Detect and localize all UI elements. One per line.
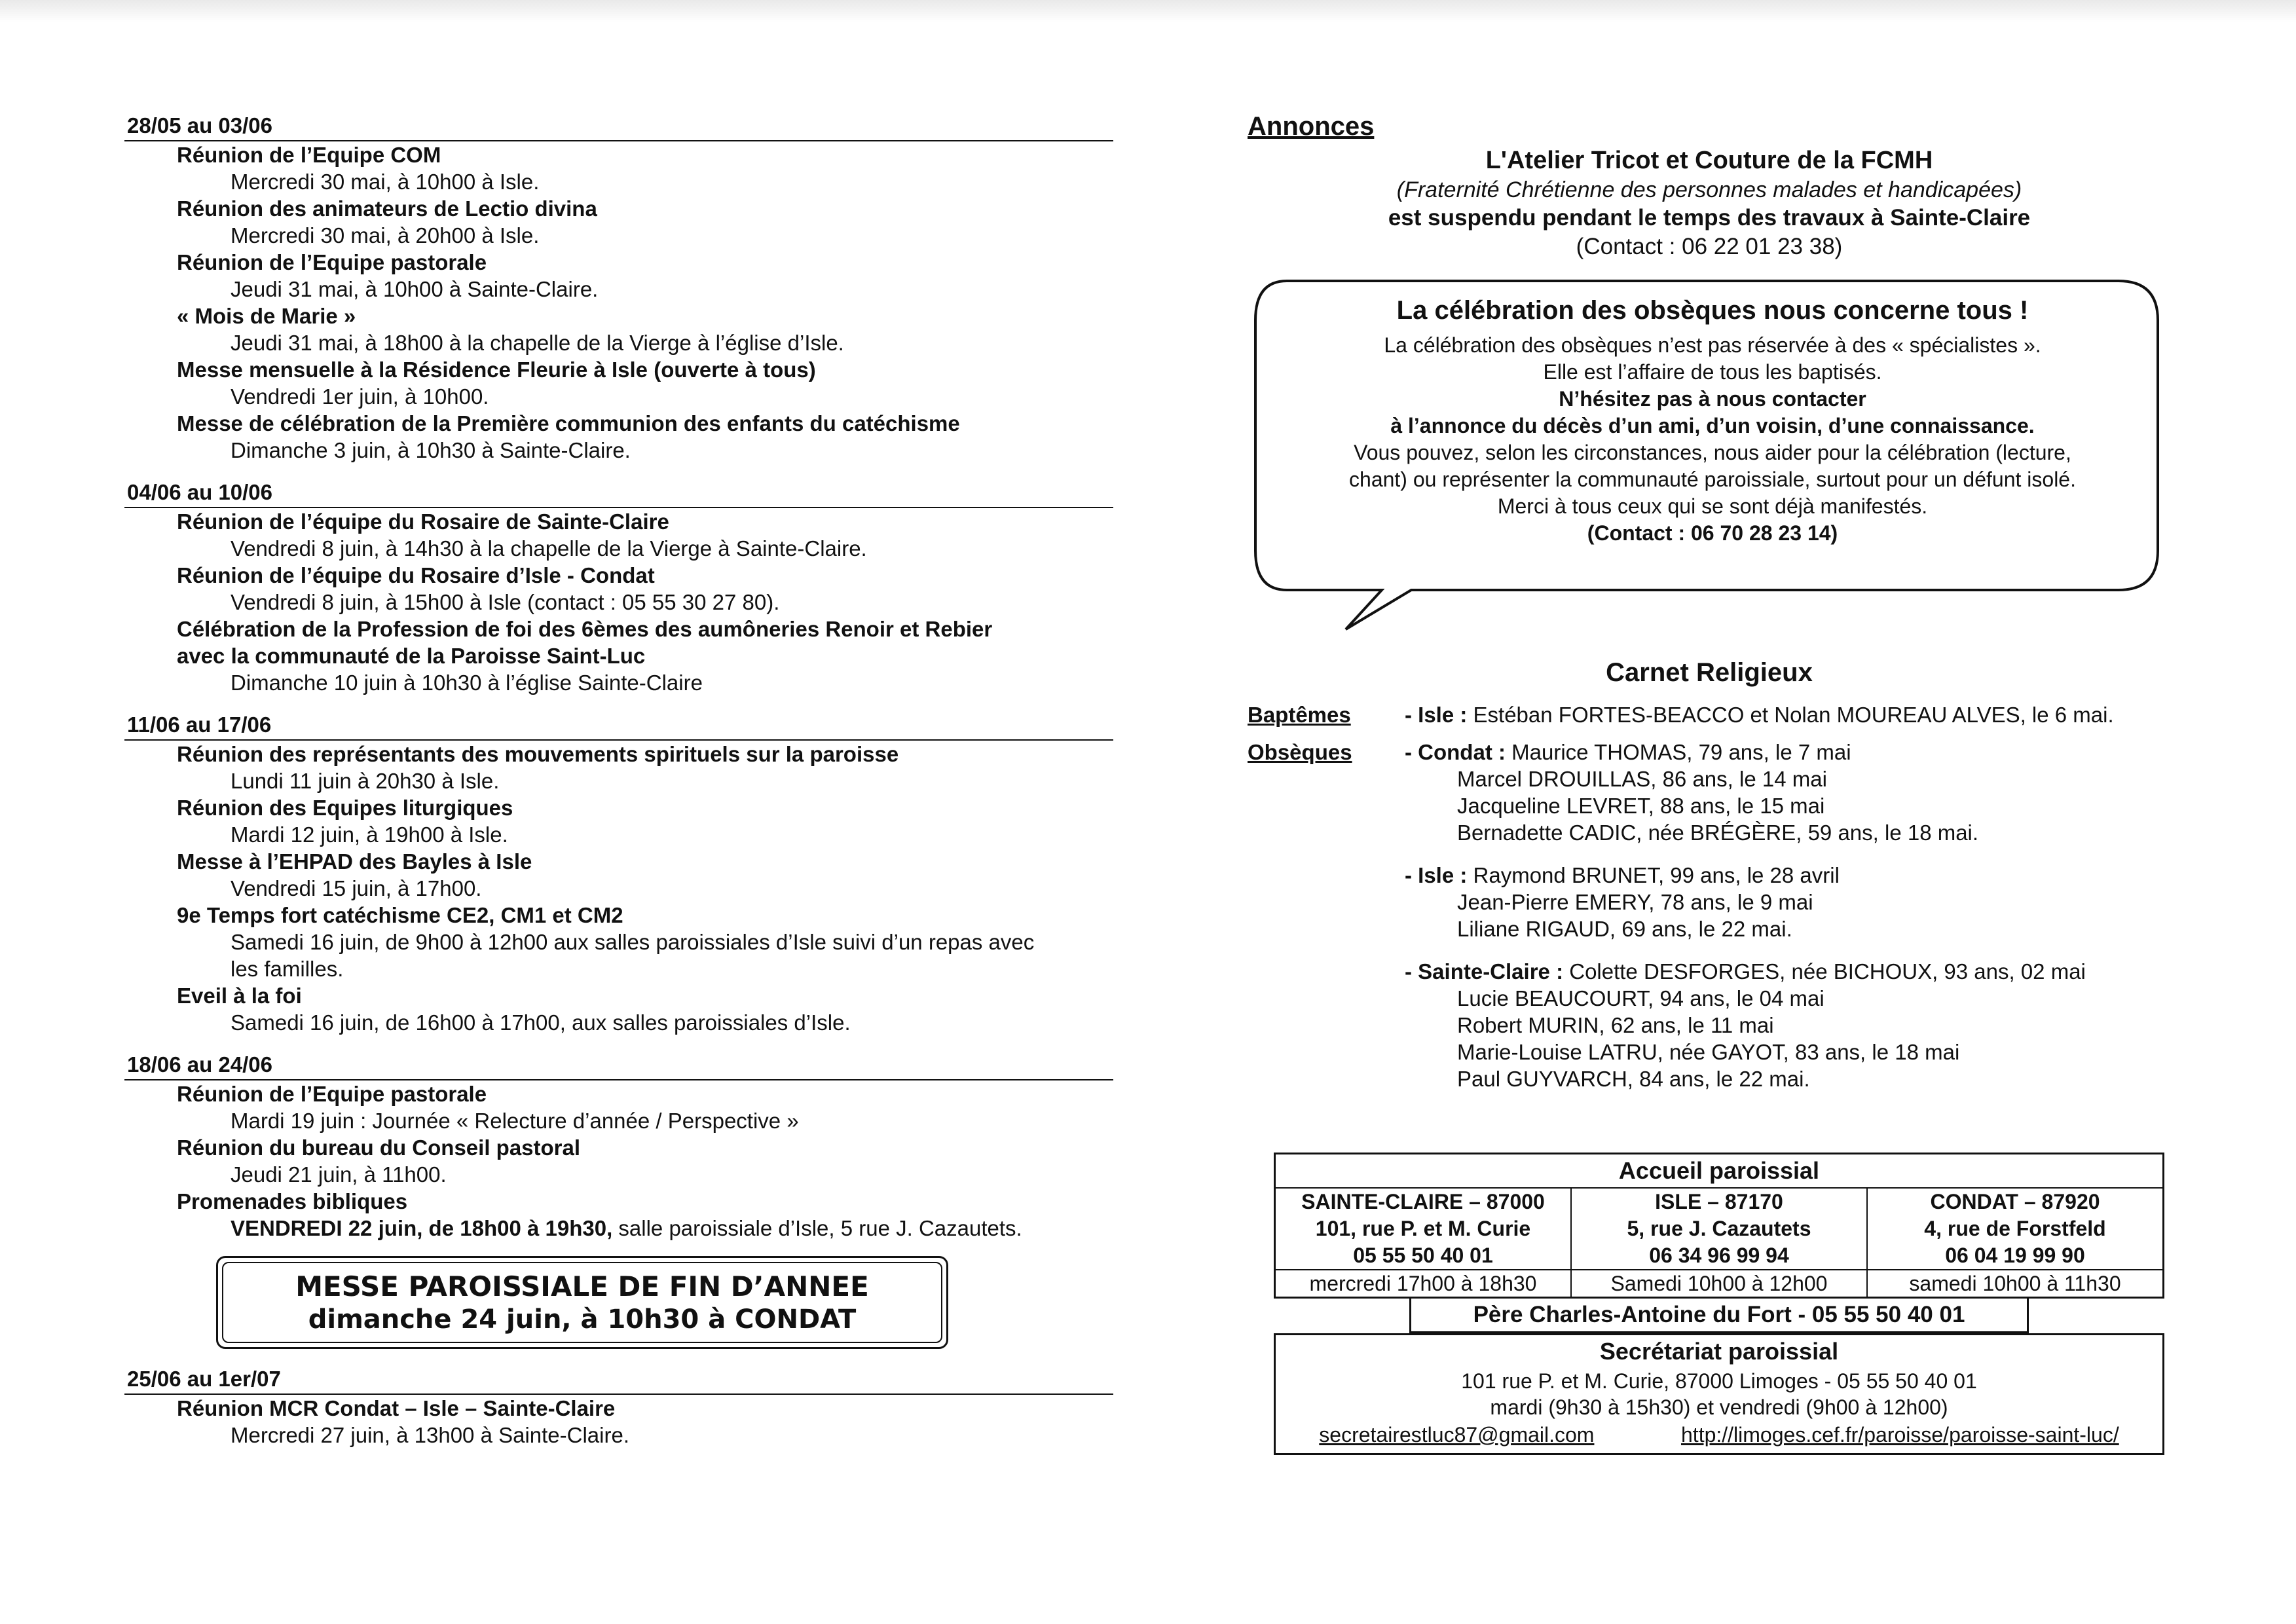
bubble-line: Merci à tous ceux qui se sont déjà manifestés. <box>1497 494 1928 518</box>
event-title: Messe à l’EHPAD des Bayles à Isle <box>177 849 532 874</box>
secretariat-hours: mardi (9h30 à 15h30) et vendredi (9h00 à 12h00) <box>1490 1395 1948 1419</box>
messe-announcement-inner <box>222 1262 942 1343</box>
week-heading: 11/06 au 17/06 <box>124 710 1113 741</box>
event-detail: Vendredi 1er juin, à 10h00. <box>231 384 489 409</box>
carnet-heading: Carnet Religieux <box>1606 658 1813 687</box>
event-detail: Mercredi 30 mai, à 20h00 à Isle. <box>231 223 540 248</box>
atelier-title: L'Atelier Tricot et Couture de la FCMH <box>1485 147 1933 174</box>
accueil-address: 101, rue P. et M. Curie <box>1315 1217 1531 1240</box>
atelier-notice <box>1248 145 2171 261</box>
messe-announcement-box <box>216 1256 948 1349</box>
obseques-name: Colette DESFORGES, née BICHOUX, 93 ans, 02 mai <box>1563 959 2086 984</box>
secretariat-box <box>1274 1333 2164 1455</box>
accueil-phone: 06 34 96 99 94 <box>1649 1244 1789 1267</box>
bubble-line: Vous pouvez, selon les circonstances, nous aider pour la célébration (lecture, <box>1354 441 2071 464</box>
secretariat-website-link[interactable]: http://limoges.cef.fr/paroisse/paroisse-saint-luc/ <box>1681 1423 2119 1447</box>
accueil-table <box>1274 1153 2164 1299</box>
event-detail: Mercredi 27 juin, à 13h00 à Sainte-Claire. <box>231 1423 630 1447</box>
event-detail: Mardi 12 juin, à 19h00 à Isle. <box>231 822 508 847</box>
accueil-col-isle <box>1572 1189 1868 1297</box>
event-title: Promenades bibliques <box>177 1189 408 1213</box>
event-detail-continued: les familles. <box>231 957 344 981</box>
obseques-entry: Jean-Pierre EMERY, 78 ans, le 9 mai <box>1457 890 1813 914</box>
obseques-place: - Condat : <box>1405 740 1506 764</box>
event-detail: Samedi 16 juin, de 16h00 à 17h00, aux salles paroissiales d’Isle. <box>231 1010 851 1035</box>
obseques-place: - Sainte-Claire : <box>1405 959 1564 984</box>
event-detail: Dimanche 3 juin, à 10h30 à Sainte-Claire. <box>231 438 631 462</box>
bubble-line: La célébration des obsèques n’est pas réservée à des « spécialistes ». <box>1384 333 2041 357</box>
accueil-address: 5, rue J. Cazautets <box>1627 1217 1811 1240</box>
event-title: Réunion de l’équipe du Rosaire d’Isle - Condat <box>177 563 655 587</box>
obseques-name: Raymond BRUNET, 99 ans, le 28 avril <box>1467 863 1840 887</box>
event-detail-rest: salle paroissiale d’Isle, 5 rue J. Cazautets. <box>612 1216 1022 1240</box>
atelier-status: est suspendu pendant le temps des travaux à Sainte-Claire <box>1388 205 2031 231</box>
obseques-place: - Isle : <box>1405 863 1468 887</box>
obseques-entry <box>1405 862 2171 889</box>
week-block <box>124 1365 1113 1449</box>
obseques-entry <box>1405 739 2171 766</box>
event-title: Messe de célébration de la Première communion des enfants du catéchisme <box>177 411 960 435</box>
event-detail: Vendredi 15 juin, à 17h00. <box>231 876 482 900</box>
atelier-contact: (Contact : 06 22 01 23 38) <box>1576 234 1843 259</box>
priest-contact: Père Charles-Antoine du Fort - 05 55 50 40 01 <box>1409 1299 2029 1333</box>
event-detail: Lundi 11 juin à 20h30 à Isle. <box>231 769 500 793</box>
event-title: Réunion de l’équipe du Rosaire de Sainte-Claire <box>177 509 669 534</box>
accueil-parish: SAINTE-CLAIRE – 87000 <box>1301 1190 1545 1213</box>
week-heading: 25/06 au 1er/07 <box>124 1365 1113 1395</box>
event-title: « Mois de Marie » <box>177 304 356 328</box>
obseques-entry: Marie-Louise LATRU, née GAYOT, 83 ans, le 18 mai <box>1457 1040 1960 1064</box>
event-title: Réunion de l’Equipe pastorale <box>177 1082 487 1106</box>
secretariat-links <box>1276 1420 2162 1453</box>
messe-date: dimanche 24 juin, à 10h30 à CONDAT <box>308 1304 857 1335</box>
accueil-title: Accueil paroissial <box>1276 1154 2162 1189</box>
annonces-heading: Annonces <box>1248 112 1375 141</box>
obseques-section <box>1248 739 2171 1092</box>
obseques-group <box>1405 958 2171 1092</box>
obseques-entry: Marcel DROUILLAS, 86 ans, le 14 mai <box>1457 767 1827 791</box>
event-detail: Mercredi 30 mai, à 10h00 à Isle. <box>231 170 540 194</box>
accueil-hours: mercredi 17h00 à 18h30 <box>1276 1269 1570 1297</box>
week-block <box>124 1050 1113 1242</box>
obseques-group <box>1405 739 2171 846</box>
event-detail: Vendredi 8 juin, à 15h00 à Isle (contact : 05 55 30 27 80). <box>231 590 780 614</box>
bubble-line: Elle est l’affaire de tous les baptisés. <box>1543 360 1882 384</box>
messe-title: MESSE PAROISSIALE DE FIN D’ANNEE <box>295 1270 869 1302</box>
secretariat-address: 101 rue P. et M. Curie, 87000 Limoges - 05 55 50 40 01 <box>1461 1369 1977 1393</box>
event-detail: Jeudi 31 mai, à 10h00 à Sainte-Claire. <box>231 277 599 301</box>
accueil-hours: Samedi 10h00 à 12h00 <box>1572 1269 1866 1297</box>
accueil-address: 4, rue de Forstfeld <box>1924 1217 2106 1240</box>
event-title: Réunion des Equipes liturgiques <box>177 796 513 820</box>
event-detail: Samedi 16 juin, de 9h00 à 12h00 aux salles paroissiales d’Isle suivi d’un repas avec <box>231 930 1035 954</box>
obseques-list <box>1405 739 2171 1092</box>
obseques-entry: Robert MURIN, 62 ans, le 11 mai <box>1457 1013 1774 1037</box>
week-heading: 04/06 au 10/06 <box>124 478 1113 508</box>
event-title: Messe mensuelle à la Résidence Fleurie à Isle (ouverte à tous) <box>177 358 816 382</box>
schedule-column <box>124 111 1113 1463</box>
event-detail: Jeudi 21 juin, à 11h00. <box>231 1162 447 1187</box>
obseques-entry <box>1405 958 2171 985</box>
bubble-line: chant) ou représenter la communauté paroissiale, surtout pour un défunt isolé. <box>1349 468 2076 491</box>
baptemes-section <box>1248 701 2171 728</box>
week-block <box>124 478 1113 696</box>
accueil-hours: samedi 10h00 à 11h30 <box>1868 1269 2162 1297</box>
event-title: Réunion de l’Equipe COM <box>177 143 441 167</box>
bubble-title: La célébration des obsèques nous concerne tous ! <box>1396 296 2029 325</box>
baptemes-label: Baptêmes <box>1248 703 1351 727</box>
bubble-line: N’hésitez pas à nous contacter <box>1559 387 1866 411</box>
accueil-phone: 06 04 19 99 90 <box>1945 1244 2085 1267</box>
obseques-entry: Lucie BEAUCOURT, 94 ans, le 04 mai <box>1457 986 1824 1010</box>
event-detail-emphasis: VENDREDI 22 juin, de 18h00 à 19h30, <box>231 1216 613 1240</box>
event-title: Célébration de la Profession de foi des 6èmes des aumôneries Renoir et Rebier <box>177 617 993 641</box>
event-detail: Jeudi 31 mai, à 18h00 à la chapelle de la Vierge à l’église d’Isle. <box>231 331 844 355</box>
week-block <box>124 710 1113 1036</box>
announcements-column <box>1248 108 2171 1108</box>
event-title: Réunion des animateurs de Lectio divina <box>177 196 597 221</box>
event-detail <box>231 1215 1113 1242</box>
obseques-group <box>1405 862 2171 942</box>
accueil-col-condat <box>1868 1189 2162 1297</box>
event-title: Réunion MCR Condat – Isle – Sainte-Claire <box>177 1396 616 1420</box>
obseques-entry: Bernadette CADIC, née BRÉGÈRE, 59 ans, le 18 mai. <box>1457 821 1979 845</box>
obseques-speech-bubble <box>1248 276 2171 642</box>
week-block <box>124 111 1113 464</box>
bubble-text <box>1287 289 2138 547</box>
contact-panel <box>1274 1153 2164 1455</box>
obseques-label: Obsèques <box>1248 740 1352 764</box>
obseques-entry: Paul GUYVARCH, 84 ans, le 22 mai. <box>1457 1067 1810 1091</box>
bubble-contact: (Contact : 06 70 28 23 14) <box>1587 521 1838 545</box>
accueil-phone: 05 55 50 40 01 <box>1353 1244 1493 1267</box>
event-title: Réunion des représentants des mouvements spirituels sur la paroisse <box>177 742 899 766</box>
obseques-name: Maurice THOMAS, 79 ans, le 7 mai <box>1505 740 1851 764</box>
obseques-entry: Liliane RIGAUD, 69 ans, le 22 mai. <box>1457 917 1792 941</box>
scan-edge <box>0 0 2296 22</box>
obseques-entry: Jacqueline LEVRET, 88 ans, le 15 mai <box>1457 794 1825 818</box>
baptemes-names: Estéban FORTES-BEACCO et Nolan MOUREAU ALVES, le 6 mai. <box>1467 703 2114 727</box>
accueil-columns <box>1276 1189 2162 1297</box>
accueil-parish: ISLE – 87170 <box>1655 1190 1783 1213</box>
week-heading: 18/06 au 24/06 <box>124 1050 1113 1080</box>
accueil-parish: CONDAT – 87920 <box>1930 1190 2100 1213</box>
event-detail: Dimanche 10 juin à 10h30 à l’église Sainte-Claire <box>231 671 703 695</box>
event-title: Réunion de l’Equipe pastorale <box>177 250 487 274</box>
event-detail: Mardi 19 juin : Journée « Relecture d’année / Perspective » <box>231 1109 799 1133</box>
event-title-continued: avec la communauté de la Paroisse Saint-Luc <box>177 644 646 668</box>
event-title: Réunion du bureau du Conseil pastoral <box>177 1135 581 1160</box>
event-title: 9e Temps fort catéchisme CE2, CM1 et CM2 <box>177 903 623 927</box>
bubble-line: à l’annonce du décès d’un ami, d’un voisin, d’une connaissance. <box>1390 414 2035 437</box>
baptemes-entry <box>1405 701 2171 728</box>
event-title: Eveil à la foi <box>177 984 302 1008</box>
accueil-col-sainte-claire <box>1276 1189 1572 1297</box>
baptemes-place: - Isle : <box>1405 703 1468 727</box>
week-heading: 28/05 au 03/06 <box>124 111 1113 141</box>
secretariat-email-link[interactable]: secretairestluc87@gmail.com <box>1319 1423 1595 1447</box>
secretariat-title: Secrétariat paroissial <box>1599 1338 1839 1365</box>
atelier-subtitle: (Fraternité Chrétienne des personnes malades et handicapées) <box>1396 177 2022 202</box>
event-detail: Vendredi 8 juin, à 14h30 à la chapelle de la Vierge à Sainte-Claire. <box>231 536 867 561</box>
